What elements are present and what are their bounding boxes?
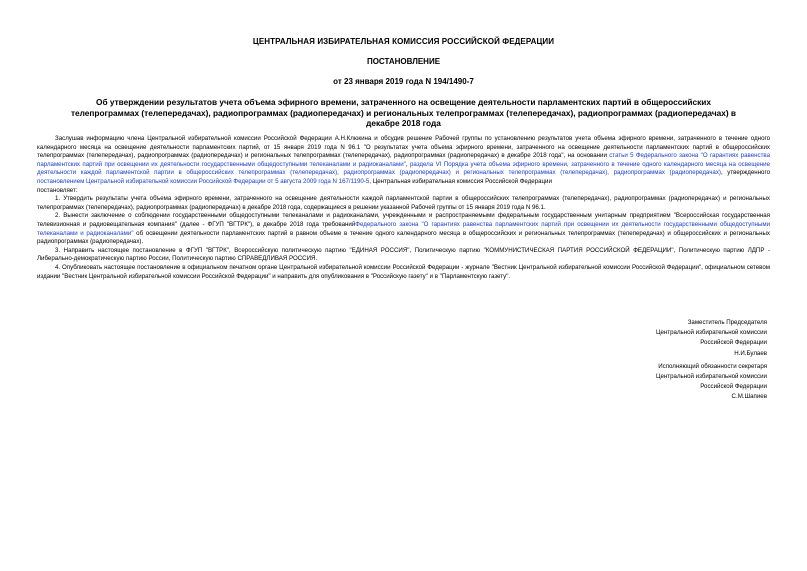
item-2-text-start: 2. Вынести заключение о соблюдении государственными общедоступными телеканалами и радиоканалами, учрежденными и распространяемыми федеральным государственным унитарным предприятием "Всероссийская государственная телевизионная и радиовещательная компания" (далее - ФГУП "ВГТРК"), в декабре 2018 года требований — [37, 212, 770, 228]
signature-block — [656, 318, 767, 403]
preamble-separator: , — [405, 160, 410, 168]
item-3-paragraph: 3. Направить настоящее постановление в ФГУП "ВГТРК", Всероссийскую политическую партию "ЕДИНАЯ РОССИЯ", Политическую партию "КОММУНИСТИЧЕСКАЯ ПАРТИЯ РОССИЙСКОЙ ФЕДЕРАЦИИ", Политическую партию ЛДПР - Либерально-демократическую партию России, Политическую партию СПРАВЕДЛИВАЯ РОССИЯ. — [37, 246, 770, 263]
preamble-tail-text: , Центральная избирательная комиссия Российской Федерации — [369, 177, 552, 185]
date-number-heading: от 23 января 2019 года N 194/1490-7 — [333, 77, 474, 86]
resolution-link[interactable]: постановлением Центральной избирательной комиссии Российской Федерации от 5 августа 2009 года N 167/1190-5 — [37, 177, 370, 185]
document-title: Об утверждении результатов учета объема эфирного времени, затраченного на освещение деятельности парламентских партий в общероссийских телепрограммах (телепередачах), радиопрограммах (радиопередачах) и региональных телепрограммах (телепередачах), радиопрограммах (радиопередачах) в декабре 2018 года — [70, 97, 737, 129]
resolves-line: постановляет: — [37, 186, 78, 194]
signature-2-org: Центральной избирательной комиссии — [655, 373, 767, 381]
signature-1-name: Н.И.Булаев — [734, 349, 767, 357]
federal-law-link[interactable]: Федерального закона "О гарантиях равенства парламентских партий при освещении их деятельности государственными общедоступными телеканалами и радиоканалами" — [37, 220, 770, 237]
procedure-section-link[interactable]: раздела VI Порядка учета объема эфирного времени, затраченного в течение одного календарного месяца на освещение деятельности каждой парламентской партии в общероссийских телепрограммах (телепередачах), радиопрограммах (радиопередачах) и региональных телепрограммах (телепередачах), радиопрограммах (радиопередачах) — [37, 160, 771, 177]
organization-heading: ЦЕНТРАЛЬНАЯ ИЗБИРАТЕЛЬНАЯ КОМИССИЯ РОССИЙСКОЙ ФЕДЕРАЦИИ — [252, 37, 555, 46]
item-2-text-end: об освещении деятельности парламентских партий в равном объеме в течение одного календарного месяца в общероссийских и региональных телепрограммах (телепередачах) и общероссийских и региональных радиопрограммах (радиопередачах). — [37, 229, 770, 246]
signature-2-name: С.М.Шапиев — [731, 393, 767, 401]
signature-1-country: Российской Федерации — [700, 339, 767, 347]
document-type-heading: ПОСТАНОВЛЕНИЕ — [366, 57, 441, 66]
signature-1-position: Заместитель Председателя — [687, 319, 767, 326]
item-4-paragraph: 4. Опубликовать настоящее постановление в официальном печатном органе Центральной избирательной комиссии Российской Федерации - журнале "Вестник Центральной избирательной комиссии Российской Федерации", официальном сетевом издании "Вестник Центральной избирательной комиссии Российской Федерации" и направить для опубликования в "Российскую газету" и в "Парламентскую газету". — [37, 263, 770, 280]
preamble-mid-text: , утвержденного — [720, 169, 770, 177]
signature-2-position: Исполняющий обязанности секретаря — [658, 362, 767, 370]
law-article-link[interactable]: статьи 5 Федерального закона "О гарантиях равенства парламентских партий при освещении их деятельности государственными общедоступными телеканалами и радиоканалами" — [37, 152, 770, 168]
signature-2-country: Российской Федерации — [700, 383, 767, 391]
preamble-paragraph — [37, 135, 770, 187]
item-2-paragraph — [37, 212, 770, 246]
signature-1-org: Центральной избирательной комиссии — [655, 329, 767, 337]
item-1-paragraph: 1. Утвердить результаты учета объема эфирного времени, затраченного на освещение деятельности каждой парламентской партии в общероссийских телепрограммах (телепередачах), радиопрограммах (радиопередачах) и региональных телепрограммах (телепередачах), радиопрограммах (радиопередачах) в декабре 2018 года, содержащиеся в решении указанной Рабочей группы от 15 января 2019 года N 96.1. — [37, 195, 770, 211]
preamble-text: Заслушав информацию члена Центральной избирательной комиссии Российской Федерации А.Н.Клюкина и обсудив решение Рабочей группы по установлению результатов учета объема эфирного времени, затраченного в течение одного календарного месяца на освещение деятельности парламентских партий, от 15 января 2019 года N 96.1 "О результатах учета объема эфирного времени, затраченного на освещение деятельности парламентских партий в общероссийских телепрограммах (телепередачах), радиопрограммах (радиопередачах) и региональных телепрограммах (телепередачах), радиопрограммах (радиопередачах) в декабре 2018 года", на основании — [37, 135, 770, 160]
document-body — [37, 135, 770, 281]
